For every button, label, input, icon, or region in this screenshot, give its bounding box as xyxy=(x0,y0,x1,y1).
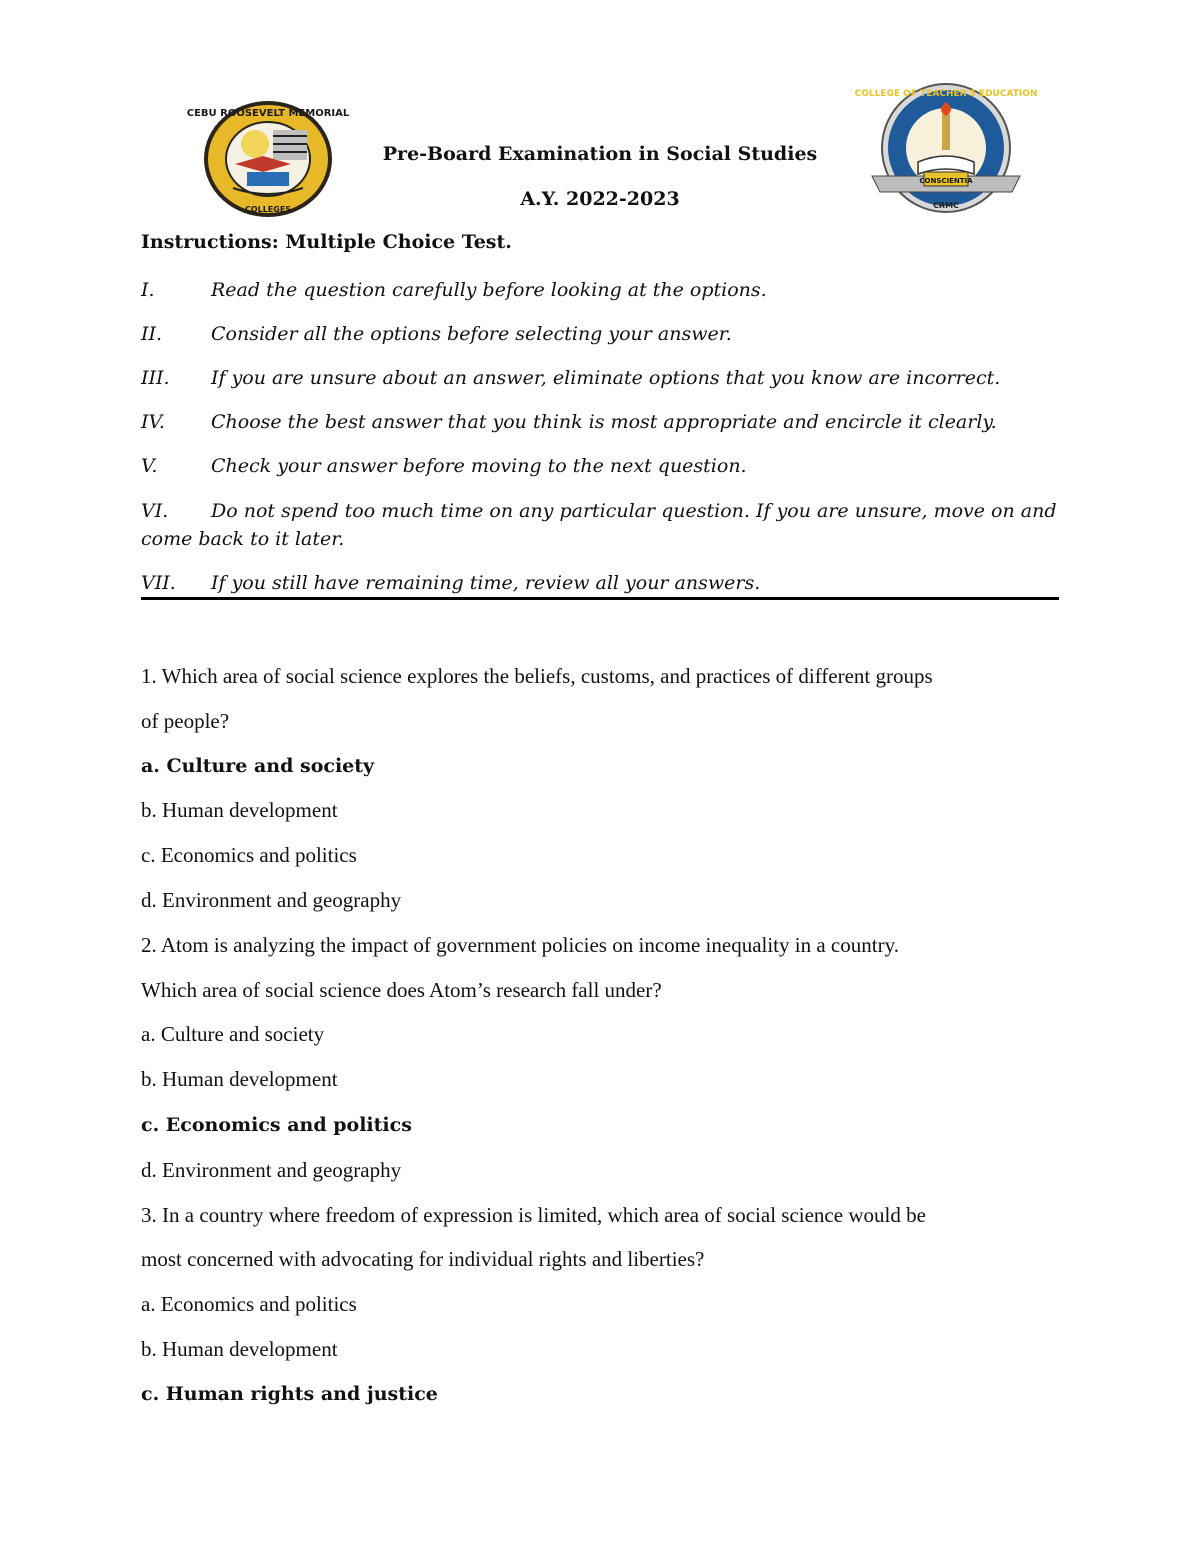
logo-left-text: CEBU ROOSEVELT MEMORIAL xyxy=(186,108,350,119)
exam-title: Pre-Board Examination in Social Studies xyxy=(382,143,818,165)
college-seal-logo-left xyxy=(186,100,350,218)
svg-text:COLLEGES: COLLEGES xyxy=(244,205,292,214)
svg-text:COLLEGE OF TEACHER'S EDUCATION: COLLEGE OF TEACHER'S EDUCATION xyxy=(854,89,1038,99)
question-1-text-cont: of people? xyxy=(141,709,230,733)
question-2-option-b[interactable]: b. Human development xyxy=(141,1067,338,1091)
question-2-text: 2. Atom is analyzing the impact of government policies on income inequality in a country. xyxy=(141,933,899,957)
instruction-item: IV. Choose the best answer that you think is most appropriate and encircle it clearly. xyxy=(141,411,997,433)
question-1-text: 1. Which area of social science explores the beliefs, customs, and practices of different groups xyxy=(141,664,933,688)
instruction-item: I. Read the question carefully before looking at the options. xyxy=(141,279,767,301)
question-3-text-cont: most concerned with advocating for individual rights and liberties? xyxy=(141,1247,705,1271)
question-1-option-a-correct[interactable]: a. Culture and society xyxy=(141,755,375,777)
svg-text:CRMC: CRMC xyxy=(933,201,959,210)
instruction-item: II. Consider all the options before selecting your answer. xyxy=(141,323,732,345)
question-2-option-a[interactable]: a. Culture and society xyxy=(141,1022,325,1046)
instruction-item: III. If you are unsure about an answer, eliminate options that you know are incorrect. xyxy=(141,367,1001,389)
question-3-option-c-correct[interactable]: c. Human rights and justice xyxy=(141,1383,438,1405)
instructions-heading: Instructions: Multiple Choice Test. xyxy=(141,231,512,253)
question-1-option-d[interactable]: d. Environment and geography xyxy=(141,888,402,912)
question-2-text-cont: Which area of social science does Atom’s research fall under? xyxy=(141,978,662,1002)
instruction-item: V. Check your answer before moving to the next question. xyxy=(141,455,747,477)
question-3-text: 3. In a country where freedom of expression is limited, which area of social science would be xyxy=(141,1203,926,1227)
academic-year: A.Y. 2022-2023 xyxy=(520,188,680,210)
question-2-option-d[interactable]: d. Environment and geography xyxy=(141,1158,402,1182)
svg-text:CONSCIENTIA: CONSCIENTIA xyxy=(919,177,973,185)
question-1-option-c[interactable]: c. Economics and politics xyxy=(141,843,357,867)
question-3-option-b[interactable]: b. Human development xyxy=(141,1337,338,1361)
question-2-option-c-correct[interactable]: c. Economics and politics xyxy=(141,1114,412,1136)
section-divider xyxy=(141,597,1059,600)
instruction-item: VI. Do not spend too much time on any particular question. If you are unsure, move on and come back to it later. xyxy=(141,500,1057,550)
question-1-option-b[interactable]: b. Human development xyxy=(141,798,338,822)
question-3-option-a[interactable]: a. Economics and politics xyxy=(141,1292,357,1316)
teacher-education-seal-logo-right xyxy=(854,80,1038,220)
instruction-item: VII. If you still have remaining time, review all your answers. xyxy=(141,572,761,594)
